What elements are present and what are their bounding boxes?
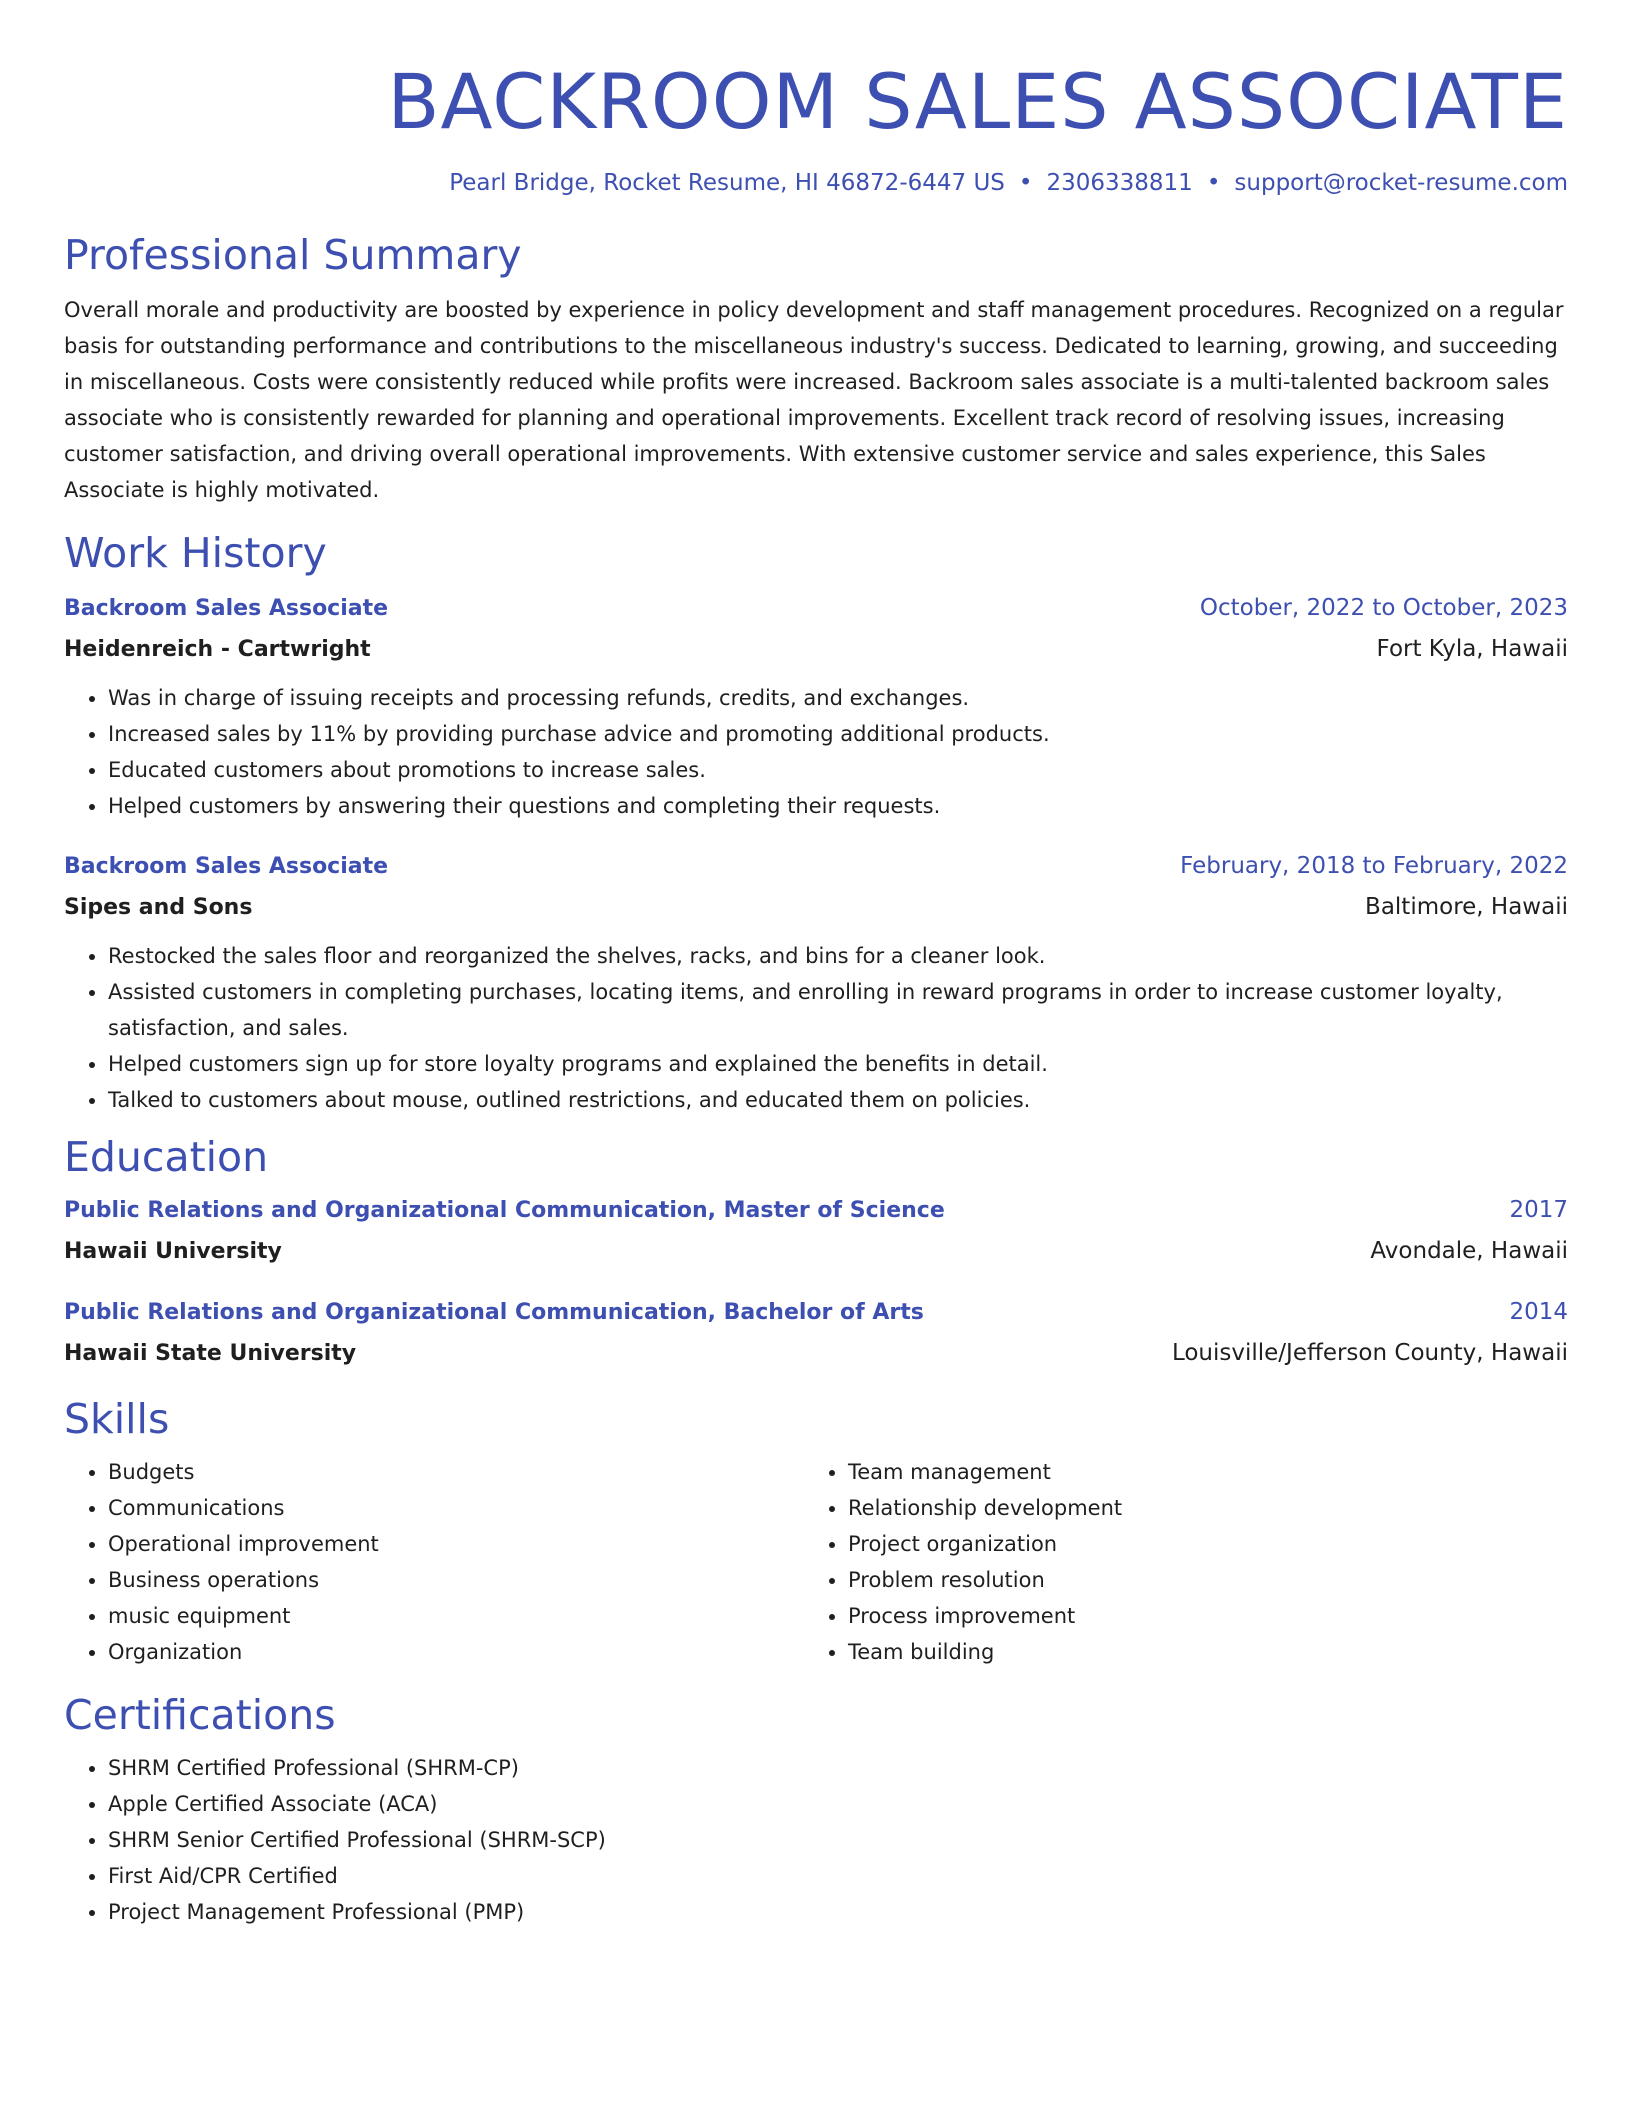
education-entry [64,1190,1568,1272]
job-location: Baltimore, Hawaii [1365,894,1568,920]
certification-item: • First Aid/CPR Certified [108,1858,1568,1894]
job-company: Sipes and Sons [64,895,253,920]
contact-email: support@rocket-resume.com [1234,170,1568,196]
education-degree: Public Relations and Organizational Communication, Bachelor of Arts [64,1300,924,1325]
skills-column-left [64,1454,804,1670]
skill-item: • Organization [108,1634,804,1670]
job-entry [64,846,1568,1118]
contact-phone: 2306338811 [1046,170,1193,196]
skill-item: • Budgets [108,1454,804,1490]
job-bullets [64,938,1568,1118]
summary-text: Overall morale and productivity are boosted by experience in policy development and staff management procedures. Recognized on a regular basis for outstanding performance and contributions to the miscellaneous industry's success. Dedicated to learning, growing, and succeeding in miscellaneous. Costs were consistently reduced while profits were increased. Backroom sales associate is a multi-talented backroom sales associate who is consistently rewarded for planning and operational improvements. Excellent track record of resolving issues, increasing customer satisfaction, and driving overall operational improvements. With extensive customer service and sales experience, this Sales Associate is highly motivated. [64,298,1564,502]
job-bullet: • Talked to customers about mouse, outlined restrictions, and educated them on policies. [108,1082,1568,1118]
job-title: Backroom Sales Associate [64,854,389,879]
certification-item: • SHRM Certified Professional (SHRM-CP) [108,1750,1568,1786]
job-bullet: • Helped customers sign up for store loyalty programs and explained the benefits in detail. [108,1046,1568,1082]
skills-list [64,1454,804,1670]
certifications-heading: Certifications [64,1691,336,1739]
contact-line [64,168,1568,198]
education-school: Hawaii University [64,1239,282,1264]
education-location: Louisville/Jefferson County, Hawaii [1171,1340,1568,1366]
skill-item: • Problem resolution [848,1562,1544,1598]
job-dates: October, 2022 to October, 2023 [1199,595,1568,621]
job-bullets [64,680,1568,824]
skill-item: • Process improvement [848,1598,1544,1634]
education-year: 2014 [1509,1299,1568,1325]
job-bullet: • Increased sales by 11% by providing purchase advice and promoting additional products. [108,716,1568,752]
job-entry [64,588,1568,824]
job-bullet: • Helped customers by answering their questions and completing their requests. [108,788,1568,824]
certification-item: • Project Management Professional (PMP) [108,1894,1568,1930]
contact-separator: • [1018,170,1033,196]
skill-item: • Project organization [848,1526,1544,1562]
job-company: Heidenreich - Cartwright [64,637,371,662]
certification-item: • Apple Certified Associate (ACA) [108,1786,1568,1822]
job-bullet: • Was in charge of issuing receipts and processing refunds, credits, and exchanges. [108,680,1568,716]
education-school: Hawaii State University [64,1341,357,1366]
skill-item: • music equipment [108,1598,804,1634]
skills-grid [64,1454,1568,1670]
education-year: 2017 [1509,1197,1568,1223]
education-heading: Education [64,1133,269,1181]
skills-list [804,1454,1544,1670]
job-bullet: • Assisted customers in completing purchases, locating items, and enrolling in reward programs in order to increase customer loyalty, satisfaction, and sales. [108,974,1568,1046]
skill-item: • Communications [108,1490,804,1526]
skills-column-right [804,1454,1544,1670]
contact-separator: • [1206,170,1221,196]
skills-heading: Skills [64,1395,170,1443]
skill-item: • Business operations [108,1562,804,1598]
work-history-heading: Work History [64,529,327,577]
job-bullet: • Restocked the sales floor and reorganized the shelves, racks, and bins for a cleaner look. [108,938,1568,974]
skill-item: • Operational improvement [108,1526,804,1562]
skill-item: • Team management [848,1454,1544,1490]
skill-item: • Relationship development [848,1490,1544,1526]
summary-heading: Professional Summary [64,231,522,279]
resume-title: BACKROOM SALES ASSOCIATE [387,57,1568,146]
education-location: Avondale, Hawaii [1370,1238,1568,1264]
certifications-list [64,1750,1568,1930]
job-dates: February, 2018 to February, 2022 [1180,853,1568,879]
education-entry [64,1292,1568,1374]
job-bullet: • Educated customers about promotions to increase sales. [108,752,1568,788]
job-title: Backroom Sales Associate [64,596,389,621]
skill-item: • Team building [848,1634,1544,1670]
certification-item: • SHRM Senior Certified Professional (SHRM-SCP) [108,1822,1568,1858]
job-location: Fort Kyla, Hawaii [1376,636,1568,662]
contact-address: Pearl Bridge, Rocket Resume, HI 46872-6447 US [449,170,1005,196]
education-degree: Public Relations and Organizational Communication, Master of Science [64,1198,945,1223]
